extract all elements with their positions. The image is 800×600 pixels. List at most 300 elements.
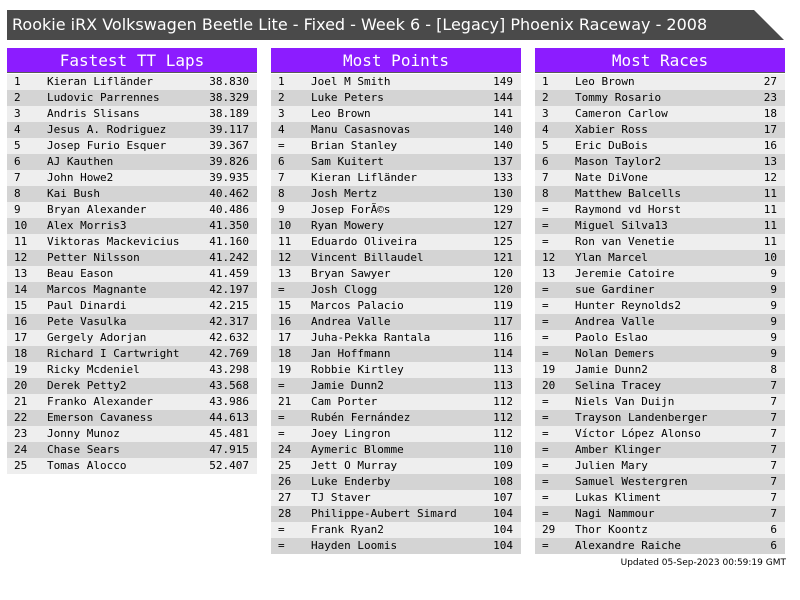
- table-row: [271, 346, 521, 362]
- row-position: 18: [278, 347, 292, 360]
- table-row: [535, 474, 785, 490]
- row-value: 9: [770, 347, 777, 360]
- row-position: 4: [542, 123, 549, 136]
- row-position: 5: [14, 139, 21, 152]
- row-driver-name: Vincent Billaudel: [311, 251, 424, 264]
- row-driver-name: Richard I Cartwright: [47, 347, 180, 360]
- table-row: [535, 106, 785, 122]
- row-driver-name: Josep Furio Esquer: [47, 139, 167, 152]
- row-value: 7: [770, 443, 777, 456]
- row-position: 12: [14, 251, 28, 264]
- row-position: =: [542, 443, 549, 456]
- row-value: 11: [763, 203, 777, 216]
- row-value: 144: [493, 91, 513, 104]
- table-row: [271, 122, 521, 138]
- table-row: [535, 138, 785, 154]
- row-value: 109: [493, 459, 513, 472]
- row-value: 10: [763, 251, 777, 264]
- table-row: [7, 154, 257, 170]
- row-value: 7: [770, 427, 777, 440]
- row-value: 42.317: [209, 315, 249, 328]
- table-row: [7, 122, 257, 138]
- row-driver-name: Jamie Dunn2: [311, 379, 384, 392]
- row-position: 27: [278, 491, 292, 504]
- row-value: 119: [493, 299, 513, 312]
- row-position: 13: [278, 267, 292, 280]
- row-value: 41.459: [209, 267, 249, 280]
- row-driver-name: Samuel Westergren: [575, 475, 688, 488]
- table-row: [535, 538, 785, 554]
- row-driver-name: Selina Tracey: [575, 379, 662, 392]
- row-position: 18: [14, 347, 28, 360]
- row-position: =: [542, 299, 549, 312]
- row-driver-name: Brian Stanley: [311, 139, 398, 152]
- row-position: =: [542, 411, 549, 424]
- row-value: 112: [493, 411, 513, 424]
- row-position: 24: [278, 443, 292, 456]
- row-position: 20: [14, 379, 28, 392]
- table-row: [535, 154, 785, 170]
- row-value: 113: [493, 379, 513, 392]
- row-driver-name: Kieran Lifländer: [47, 75, 153, 88]
- row-position: =: [542, 347, 549, 360]
- row-value: 43.568: [209, 379, 249, 392]
- row-value: 112: [493, 395, 513, 408]
- row-driver-name: Josep ForÃ©s: [311, 203, 391, 216]
- row-position: 4: [278, 123, 285, 136]
- row-value: 8: [770, 363, 777, 376]
- row-driver-name: Viktoras Mackevicius: [47, 235, 180, 248]
- row-position: 16: [14, 315, 28, 328]
- fastest-tt-laps-table: [7, 48, 257, 474]
- row-driver-name: Bryan Sawyer: [311, 267, 391, 280]
- row-value: 125: [493, 235, 513, 248]
- row-position: =: [542, 315, 549, 328]
- table-row: [271, 282, 521, 298]
- row-value: 42.215: [209, 299, 249, 312]
- row-driver-name: Niels Van Duijn: [575, 395, 675, 408]
- table-row: [7, 330, 257, 346]
- row-position: =: [278, 411, 285, 424]
- row-position: 25: [278, 459, 292, 472]
- row-driver-name: Ron van Venetie: [575, 235, 675, 248]
- row-position: 17: [14, 331, 28, 344]
- row-position: 15: [278, 299, 292, 312]
- row-value: 42.769: [209, 347, 249, 360]
- row-value: 7: [770, 475, 777, 488]
- row-driver-name: Juha-Pekka Rantala: [311, 331, 431, 344]
- row-driver-name: sue Gardiner: [575, 283, 655, 296]
- row-value: 13: [763, 155, 777, 168]
- row-value: 104: [493, 507, 513, 520]
- table-header: Most Points: [271, 48, 521, 73]
- table-row: [535, 410, 785, 426]
- table-row: [7, 218, 257, 234]
- table-row: [271, 426, 521, 442]
- row-driver-name: Eric DuBois: [575, 139, 648, 152]
- row-driver-name: Jan Hoffmann: [311, 347, 391, 360]
- row-value: 39.826: [209, 155, 249, 168]
- row-driver-name: Kai Bush: [47, 187, 100, 200]
- row-position: 19: [278, 363, 292, 376]
- row-driver-name: Philippe-Aubert Simard: [311, 507, 457, 520]
- table-row: [535, 506, 785, 522]
- row-driver-name: Nate DiVone: [575, 171, 648, 184]
- row-position: 2: [14, 91, 21, 104]
- row-value: 17: [763, 123, 777, 136]
- row-driver-name: Leo Brown: [311, 107, 371, 120]
- row-position: =: [278, 523, 285, 536]
- row-driver-name: Marcos Magnante: [47, 283, 147, 296]
- row-driver-name: Emerson Cavaness: [47, 411, 153, 424]
- row-value: 140: [493, 123, 513, 136]
- row-driver-name: Nolan Demers: [575, 347, 655, 360]
- row-position: =: [542, 427, 549, 440]
- row-position: 17: [278, 331, 292, 344]
- row-driver-name: Aymeric Blomme: [311, 443, 404, 456]
- table-row: [271, 298, 521, 314]
- row-driver-name: Trayson Landenberger: [575, 411, 708, 424]
- table-row: [271, 362, 521, 378]
- table-row: [535, 282, 785, 298]
- row-driver-name: Jesus A. Rodriguez: [47, 123, 167, 136]
- page-title: Rookie iRX Volkswagen Beetle Lite - Fixed - Week 6 - [Legacy] Phoenix Raceway - 2008: [12, 15, 708, 34]
- row-driver-name: Andris Slisans: [47, 107, 140, 120]
- row-value: 40.486: [209, 203, 249, 216]
- table-row: [7, 346, 257, 362]
- row-position: 10: [14, 219, 28, 232]
- table-header: Fastest TT Laps: [7, 48, 257, 73]
- table-row: [271, 234, 521, 250]
- row-value: 7: [770, 507, 777, 520]
- most-races-table: [535, 48, 785, 554]
- row-value: 39.117: [209, 123, 249, 136]
- table-row: [7, 170, 257, 186]
- row-position: 5: [542, 139, 549, 152]
- row-value: 18: [763, 107, 777, 120]
- table-row: [271, 394, 521, 410]
- table-rows: [271, 74, 521, 554]
- row-value: 140: [493, 139, 513, 152]
- row-driver-name: Petter Nilsson: [47, 251, 140, 264]
- row-position: =: [278, 283, 285, 296]
- row-value: 39.367: [209, 139, 249, 152]
- row-driver-name: Jonny Munoz: [47, 427, 120, 440]
- row-value: 43.986: [209, 395, 249, 408]
- row-driver-name: Tommy Rosario: [575, 91, 662, 104]
- row-value: 40.462: [209, 187, 249, 200]
- row-position: =: [278, 427, 285, 440]
- row-driver-name: Ryan Mowery: [311, 219, 384, 232]
- row-driver-name: Derek Petty2: [47, 379, 127, 392]
- row-position: 22: [14, 411, 28, 424]
- row-value: 7: [770, 411, 777, 424]
- row-value: 114: [493, 347, 513, 360]
- row-driver-name: Jamie Dunn2: [575, 363, 648, 376]
- row-driver-name: Luke Peters: [311, 91, 384, 104]
- row-value: 121: [493, 251, 513, 264]
- table-row: [7, 298, 257, 314]
- table-row: [271, 314, 521, 330]
- row-position: =: [542, 459, 549, 472]
- row-driver-name: Mason Taylor2: [575, 155, 662, 168]
- row-value: 117: [493, 315, 513, 328]
- row-position: 6: [14, 155, 21, 168]
- row-value: 38.329: [209, 91, 249, 104]
- row-value: 137: [493, 155, 513, 168]
- row-driver-name: Alexandre Raiche: [575, 539, 681, 552]
- table-rows: [535, 74, 785, 554]
- row-value: 127: [493, 219, 513, 232]
- row-driver-name: Víctor López Alonso: [575, 427, 701, 440]
- row-position: 15: [14, 299, 28, 312]
- table-row: [535, 234, 785, 250]
- row-position: 8: [278, 187, 285, 200]
- table-row: [7, 106, 257, 122]
- table-row: [7, 90, 257, 106]
- row-position: =: [278, 139, 285, 152]
- row-driver-name: Cam Porter: [311, 395, 378, 408]
- table-row: [535, 186, 785, 202]
- row-driver-name: Thor Koontz: [575, 523, 648, 536]
- row-driver-name: Nagi Nammour: [575, 507, 655, 520]
- row-position: 1: [14, 75, 21, 88]
- table-row: [271, 458, 521, 474]
- row-value: 7: [770, 459, 777, 472]
- row-position: 7: [14, 171, 21, 184]
- row-value: 7: [770, 379, 777, 392]
- row-driver-name: Manu Casasnovas: [311, 123, 411, 136]
- table-row: [7, 362, 257, 378]
- table-row: [271, 170, 521, 186]
- table-row: [271, 106, 521, 122]
- row-value: 9: [770, 299, 777, 312]
- row-value: 129: [493, 203, 513, 216]
- row-position: 3: [14, 107, 21, 120]
- table-row: [7, 410, 257, 426]
- row-driver-name: Ricky Mcdeniel: [47, 363, 140, 376]
- page-banner: [7, 10, 784, 40]
- row-position: =: [542, 283, 549, 296]
- table-row: [271, 522, 521, 538]
- row-value: 12: [763, 171, 777, 184]
- row-position: =: [542, 395, 549, 408]
- row-value: 107: [493, 491, 513, 504]
- row-position: 20: [542, 379, 556, 392]
- table-row: [271, 506, 521, 522]
- row-value: 7: [770, 395, 777, 408]
- row-position: 8: [542, 187, 549, 200]
- row-position: =: [542, 491, 549, 504]
- row-driver-name: Jett O Murray: [311, 459, 398, 472]
- row-driver-name: Ludovic Parrennes: [47, 91, 160, 104]
- row-driver-name: Lukas Kliment: [575, 491, 662, 504]
- table-row: [535, 218, 785, 234]
- row-value: 112: [493, 427, 513, 440]
- table-row: [271, 154, 521, 170]
- table-row: [7, 138, 257, 154]
- row-position: 3: [278, 107, 285, 120]
- row-position: 14: [14, 283, 28, 296]
- table-row: [271, 490, 521, 506]
- table-row: [535, 458, 785, 474]
- row-value: 11: [763, 235, 777, 248]
- row-position: =: [542, 475, 549, 488]
- row-value: 41.350: [209, 219, 249, 232]
- row-value: 9: [770, 331, 777, 344]
- row-value: 42.197: [209, 283, 249, 296]
- table-row: [7, 74, 257, 90]
- row-position: 23: [14, 427, 28, 440]
- row-value: 110: [493, 443, 513, 456]
- row-driver-name: Kieran Lifländer: [311, 171, 417, 184]
- table-row: [535, 362, 785, 378]
- table-row: [535, 346, 785, 362]
- table-row: [7, 202, 257, 218]
- row-driver-name: Raymond vd Horst: [575, 203, 681, 216]
- table-row: [535, 490, 785, 506]
- row-position: 12: [542, 251, 556, 264]
- row-driver-name: AJ Kauthen: [47, 155, 114, 168]
- row-position: 29: [542, 523, 556, 536]
- row-driver-name: Amber Klinger: [575, 443, 662, 456]
- table-row: [271, 138, 521, 154]
- row-position: 6: [278, 155, 285, 168]
- table-row: [535, 394, 785, 410]
- table-row: [7, 378, 257, 394]
- table-row: [535, 314, 785, 330]
- table-row: [7, 442, 257, 458]
- row-position: 8: [14, 187, 21, 200]
- table-row: [271, 202, 521, 218]
- row-position: 21: [278, 395, 292, 408]
- row-value: 108: [493, 475, 513, 488]
- row-value: 141: [493, 107, 513, 120]
- row-value: 7: [770, 491, 777, 504]
- table-row: [271, 442, 521, 458]
- most-points-table: [271, 48, 521, 554]
- row-driver-name: Josh Mertz: [311, 187, 378, 200]
- row-value: 42.632: [209, 331, 249, 344]
- row-value: 45.481: [209, 427, 249, 440]
- row-value: 104: [493, 523, 513, 536]
- table-row: [271, 410, 521, 426]
- table-row: [7, 234, 257, 250]
- row-driver-name: Cameron Carlow: [575, 107, 668, 120]
- table-row: [271, 330, 521, 346]
- row-driver-name: Paolo Eslao: [575, 331, 648, 344]
- row-value: 9: [770, 315, 777, 328]
- row-driver-name: Frank Ryan2: [311, 523, 384, 536]
- table-row: [7, 426, 257, 442]
- table-row: [535, 378, 785, 394]
- row-position: 11: [14, 235, 28, 248]
- row-driver-name: Miguel Silva13: [575, 219, 668, 232]
- row-position: 12: [278, 251, 292, 264]
- row-position: 26: [278, 475, 292, 488]
- row-value: 9: [770, 283, 777, 296]
- row-position: 9: [278, 203, 285, 216]
- row-value: 120: [493, 267, 513, 280]
- row-position: 13: [14, 267, 28, 280]
- row-driver-name: Joey Lingron: [311, 427, 391, 440]
- table-row: [271, 74, 521, 90]
- row-value: 47.915: [209, 443, 249, 456]
- row-driver-name: Xabier Ross: [575, 123, 648, 136]
- table-row: [7, 266, 257, 282]
- row-driver-name: Beau Eason: [47, 267, 114, 280]
- table-row: [535, 90, 785, 106]
- row-value: 6: [770, 523, 777, 536]
- row-position: 9: [14, 203, 21, 216]
- row-position: =: [278, 379, 285, 392]
- row-value: 11: [763, 187, 777, 200]
- row-value: 43.298: [209, 363, 249, 376]
- table-row: [7, 250, 257, 266]
- row-position: 13: [542, 267, 556, 280]
- row-position: =: [542, 331, 549, 344]
- row-driver-name: Andrea Valle: [311, 315, 391, 328]
- row-value: 44.613: [209, 411, 249, 424]
- table-row: [535, 266, 785, 282]
- row-driver-name: Eduardo Oliveira: [311, 235, 417, 248]
- table-row: [271, 218, 521, 234]
- table-row: [271, 266, 521, 282]
- table-row: [535, 426, 785, 442]
- row-driver-name: Julien Mary: [575, 459, 648, 472]
- row-position: =: [278, 539, 285, 552]
- table-row: [271, 538, 521, 554]
- row-position: =: [542, 539, 549, 552]
- table-row: [7, 186, 257, 202]
- table-row: [535, 522, 785, 538]
- row-position: =: [542, 235, 549, 248]
- row-value: 120: [493, 283, 513, 296]
- table-rows: [7, 74, 257, 474]
- table-row: [271, 474, 521, 490]
- row-position: 16: [278, 315, 292, 328]
- row-driver-name: John Howe2: [47, 171, 114, 184]
- updated-timestamp: Updated 05-Sep-2023 00:59:19 GMT: [620, 558, 786, 568]
- row-position: 28: [278, 507, 292, 520]
- row-driver-name: Gergely Adorjan: [47, 331, 147, 344]
- row-position: =: [542, 507, 549, 520]
- row-driver-name: Bryan Alexander: [47, 203, 147, 216]
- row-position: 2: [278, 91, 285, 104]
- row-position: 6: [542, 155, 549, 168]
- row-value: 6: [770, 539, 777, 552]
- row-value: 38.830: [209, 75, 249, 88]
- table-row: [7, 394, 257, 410]
- row-value: 11: [763, 219, 777, 232]
- table-row: [535, 122, 785, 138]
- row-position: 11: [278, 235, 292, 248]
- row-driver-name: Franko Alexander: [47, 395, 153, 408]
- row-value: 113: [493, 363, 513, 376]
- table-row: [535, 202, 785, 218]
- row-value: 41.242: [209, 251, 249, 264]
- row-position: 1: [278, 75, 285, 88]
- table-row: [535, 330, 785, 346]
- row-position: 7: [278, 171, 285, 184]
- table-row: [271, 378, 521, 394]
- row-driver-name: Sam Kuitert: [311, 155, 384, 168]
- row-driver-name: Hunter Reynolds2: [575, 299, 681, 312]
- row-driver-name: Luke Enderby: [311, 475, 391, 488]
- row-value: 9: [770, 267, 777, 280]
- table-row: [271, 186, 521, 202]
- row-value: 16: [763, 139, 777, 152]
